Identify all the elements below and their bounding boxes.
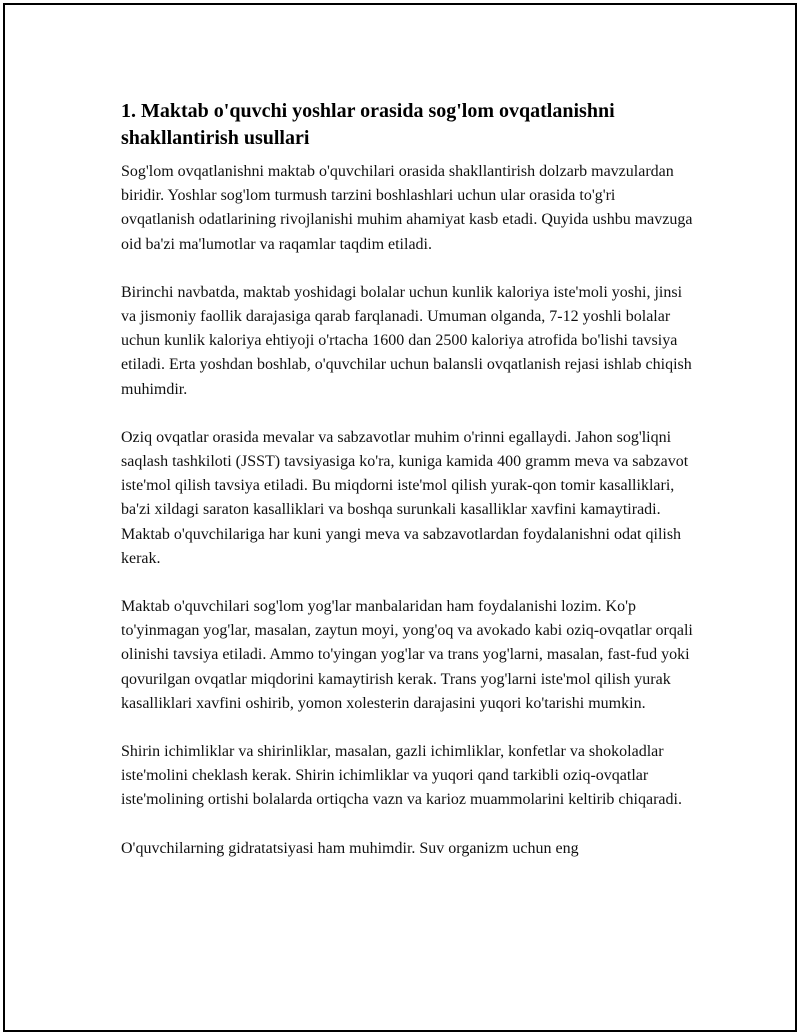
document-title: 1. Maktab o'quvchi yoshlar orasida sog'lom ovqatlanishni shakllantirish usullari: [121, 100, 615, 149]
paragraph-sweets: Shirin ichimliklar va shirinliklar, masalan, gazli ichimliklar, konfetlar va shokoladlar iste'molini cheklash kerak. Shirin ichimliklar va yuqori qand tarkibli oziq-ovqatlar iste'molining ortishi bolalarda ortiqcha vazn va karioz muammolarini keltirib chiqaradi.: [121, 743, 682, 809]
document-body: [121, 98, 693, 885]
paragraph-healthy-fats: Maktab o'quvchilari sog'lom yog'lar manbalaridan ham foydalanishi lozim. Ko'p to'yinmagan yog'lar, masalan, zaytun moyi, yong'oq va avokado kabi oziq-ovqatlar orqali olinishi tavsiya etiladi. Ammo to'yingan yog'lar va trans yog'larni, masalan, fast-fud yoki qovurilgan ovqatlar miqdorini kamaytirish kerak. Trans yog'larni iste'mol qilish yurak kasalliklari xavfini oshirib, yomon xolesterin darajasini yuqori ko'tarishi mumkin.: [121, 598, 693, 712]
paragraph-hydration: O'quvchilarning gidratatsiyasi ham muhimdir. Suv organizm uchun eng: [121, 839, 579, 857]
paragraph-fruits-vegetables: Oziq ovqatlar orasida mevalar va sabzavotlar muhim o'rinni egallaydi. Jahon sog'liqni saqlash tashkiloti (JSST) tavsiyasiga ko'ra, kuniga kamida 400 gramm meva va sabzavot iste'mol qilish tavsiya etiladi. Bu miqdorni iste'mol qilish yurak-qon tomir kasalliklari, ba'zi xildagi saraton kasalliklari va boshqa surunkali kasalliklar xavfini kamaytiradi. Maktab o'quvchilariga har kuni yangi meva va sabzavotlardan foydalanishni odat qilish kerak.: [121, 428, 689, 567]
paragraph-calories: Birinchi navbatda, maktab yoshidagi bolalar uchun kunlik kaloriya iste'moli yoshi, jinsi va jismoniy faollik darajasiga qarab farqlanadi. Umuman olganda, 7-12 yoshli bolalar uchun kunlik kaloriya ehtiyoji o'rtacha 1600 dan 2500 kaloriya atrofida bo'lishi tavsiya etiladi. Erta yoshdan boshlab, o'quvchilar uchun balansli ovqatlanish rejasi ishlab chiqish muhimdir.: [121, 283, 692, 398]
paragraph-intro: Sog'lom ovqatlanishni maktab o'quvchilari orasida shakllantirish dolzarb mavzulardan biridir. Yoshlar sog'lom turmush tarzini boshlashlari uchun ular orasida to'g'ri ovqatlanish odatlarining rivojlanishi muhim ahamiyat kasb etadi. Quyida ushbu mavzuga oid ba'zi ma'lumotlar va raqamlar taqdim etiladi.: [121, 163, 693, 253]
page-frame: [3, 3, 797, 1032]
